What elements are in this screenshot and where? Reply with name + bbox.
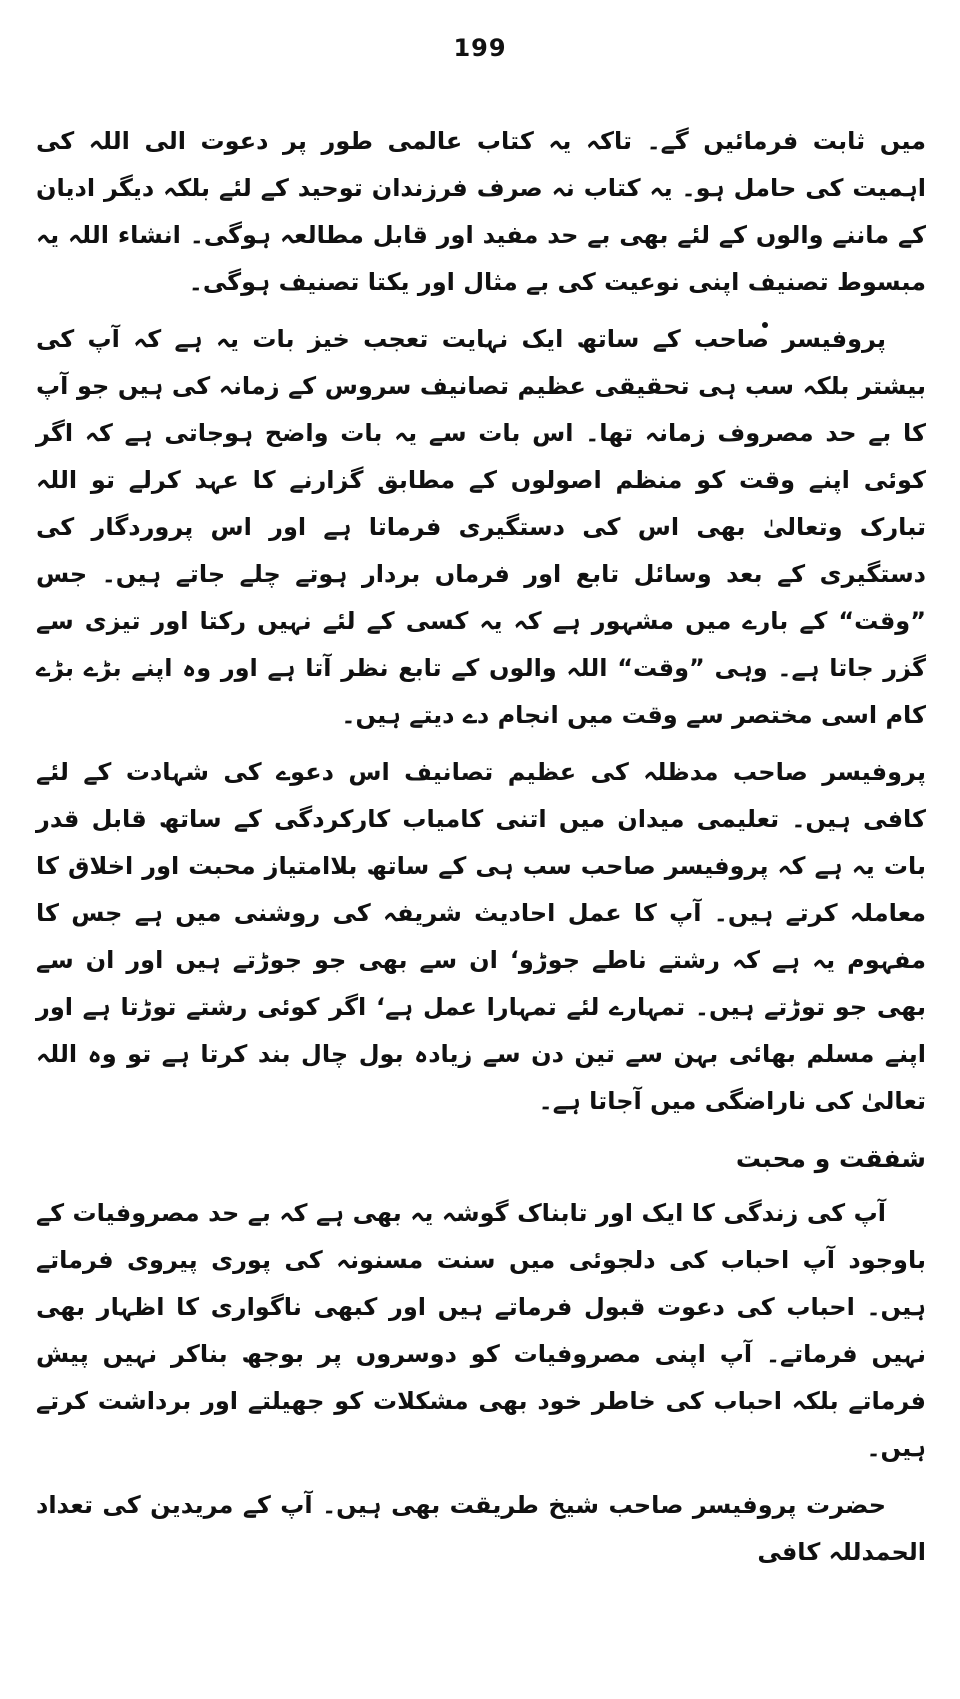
paragraph-3: پروفیسر صاحب مدظلہ کی عظیم تصانیف اس دعوے کی شہادت کے لئے کافی ہیں۔ تعلیمی میدان میں اتنی کامیاب کارکردگی کے ساتھ قابل قدر بات یہ ہے کہ پروفیسر صاحب سب ہی کے ساتھ بلاامتیاز محبت اور اخلاق کا معاملہ کرتے ہیں۔ آپ کا عمل احادیث شریفہ کی روشنی میں ہے جس کا مفہوم یہ ہے کہ رشتے ناطے جوڑو‘ ان سے بھی جو جوڑتے ہیں اور ان سے بھی جو توڑتے ہیں۔ تمہارے لئے تمہارا عمل ہے‘ اگر کوئی رشتے توڑتا ہے اور اپنے مسلم بھائی بہن سے تین دن سے زیادہ بول چال بند کرتا ہے تو وہ اللہ تعالیٰ کی ناراضگی میں آجاتا ہے۔	[36, 758, 926, 1115]
section-paragraph-1: آپ کی زندگی کا ایک اور تابناک گوشہ یہ بھی ہے کہ بے حد مصروفیات کے باوجود آپ احباب کی دلجوئی میں سنت مسنونہ کی پوری پیروی فرماتے ہیں۔ احباب کی دعوت قبول فرماتے ہیں اور کبھی ناگواری کا اظہار بھی نہیں فرماتے۔ آپ اپنی مصروفیات کو دوسروں پر بوجھ بناکر نہیں پیش فرماتے بلکہ احباب کی خاطر خود بھی مشکلات کو جھیلتے اور برداشت کرتے ہیں۔	[36, 1199, 926, 1462]
paragraph-1: میں ثابت فرمائیں گے۔ تاکہ یہ کتاب عالمی طور پر دعوت الی اللہ کی اہمیت کی حامل ہو۔ یہ کتاب نہ صرف فرزندان توحید کے لئے بلکہ دیگر ادیان کے ماننے والوں کے لئے بھی بے حد مفید اور قابل مطالعہ ہوگی۔ انشاء اللہ یہ مبسوط تصنیف اپنی نوعیت کی بے مثال اور یکتا تصنیف ہوگی۔	[36, 127, 926, 296]
paragraph-2: پروفیسر صاحب کے ساتھ ایک نہایت تعجب خیز بات یہ ہے کہ آپ کی بیشتر بلکہ سب ہی تحقیقی عظیم تصانیف سروس کے زمانہ کی ہیں جو آپ کا بے حد مصروف زمانہ تھا۔ اس بات سے یہ بات واضح ہوجاتی ہے کہ اگر کوئی اپنے وقت کو منظم اصولوں کے مطابق گزارنے کا عہد کرلے تو اللہ تبارک وتعالیٰ بھی اس کی دستگیری فرماتا ہے اور اس پروردگار کی دستگیری کے بعد وسائل تابع اور فرماں بردار ہوتے چلے جاتے ہیں۔ جس ”وقت“ کے بارے میں مشہور ہے کہ یہ کسی کے لئے نہیں رکتا اور تیزی سے گزر جاتا ہے۔ وہی ”وقت“ اللہ والوں کے تابع نظر آتا ہے اور وہ اپنے بڑے بڑے کام اسی مختصر سے وقت میں انجام دے دیتے ہیں۔	[36, 325, 926, 729]
page-number: 199	[453, 34, 507, 62]
section-paragraph-2: حضرت پروفیسر صاحب شیخ طریقت بھی ہیں۔ آپ کے مریدین کی تعداد الحمدللہ کافی	[36, 1491, 926, 1566]
page-body	[36, 118, 926, 1586]
section-heading: شفقت و محبت	[735, 1144, 926, 1173]
